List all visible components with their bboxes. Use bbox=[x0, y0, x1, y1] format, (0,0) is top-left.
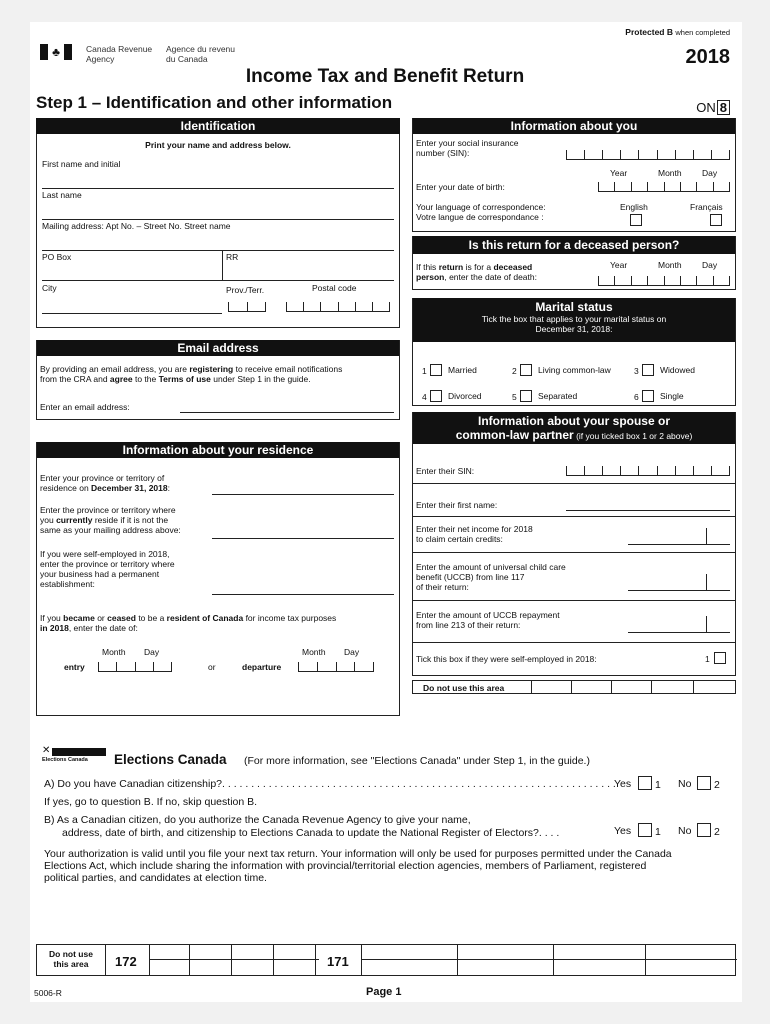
qa-no-num: 2 bbox=[714, 779, 720, 791]
divider bbox=[611, 681, 612, 693]
city-label: City bbox=[42, 283, 57, 293]
marital-option-checkbox[interactable] bbox=[430, 390, 442, 402]
po-box-label: PO Box bbox=[42, 252, 72, 262]
language-label: Your language of correspondence: Votre langue de correspondance : bbox=[416, 202, 546, 222]
qb-yes-num: 1 bbox=[655, 826, 661, 838]
death-day-label: Day bbox=[702, 260, 718, 270]
protected-b-label: Protected B when completed bbox=[625, 27, 730, 37]
elections-note: (For more information, see "Elections Canada" under Step 1, in the guide.) bbox=[244, 755, 590, 767]
uccb-repayment-input[interactable] bbox=[628, 632, 730, 633]
prov-label: Prov./Terr. bbox=[226, 285, 265, 295]
marital-option-num: 4 bbox=[422, 392, 427, 402]
death-year-label: Year bbox=[610, 260, 628, 270]
logo-text: Elections Canada bbox=[42, 757, 88, 763]
dob-year-label: Year bbox=[610, 168, 628, 178]
qa-yes-num: 1 bbox=[655, 779, 661, 791]
divider bbox=[457, 945, 458, 975]
last-name-label: Last name bbox=[42, 190, 82, 200]
uccb-repayment-label: Enter the amount of UCCB repayment from line 213 of their return: bbox=[416, 610, 560, 630]
francais-label: Français bbox=[690, 202, 723, 212]
form-id: 5006-R bbox=[34, 988, 62, 998]
divider bbox=[531, 681, 532, 693]
marital-option-checkbox[interactable] bbox=[430, 364, 442, 376]
spouse-first-name-input[interactable] bbox=[566, 510, 730, 511]
qb-no-num: 2 bbox=[714, 826, 720, 838]
death-date-field[interactable] bbox=[598, 276, 730, 286]
mailing-address-field[interactable] bbox=[42, 250, 394, 251]
first-name-label: First name and initial bbox=[42, 159, 121, 169]
dob-field[interactable] bbox=[598, 182, 730, 192]
spouse-first-name-label: Enter their first name: bbox=[416, 500, 498, 510]
step-title: Step 1 – Identification and other information bbox=[36, 93, 393, 112]
divider bbox=[571, 681, 572, 693]
elections-title: Elections Canada bbox=[114, 752, 227, 767]
city-field[interactable] bbox=[42, 313, 222, 314]
rr-label: RR bbox=[226, 252, 239, 262]
death-month-label: Month bbox=[658, 260, 682, 270]
divider bbox=[706, 528, 707, 544]
residence-q1: Enter your province or territory of residence on December 31, 2018: bbox=[40, 473, 170, 493]
marital-option-label: Living common-law bbox=[538, 365, 611, 375]
page-number: Page 1 bbox=[366, 986, 402, 998]
divider bbox=[412, 552, 736, 553]
residence-province-input[interactable] bbox=[212, 494, 394, 495]
identification-instruction: Print your name and address below. bbox=[145, 140, 291, 150]
departure-day-label: Day bbox=[344, 647, 360, 657]
question-a: A) Do you have Canadian citizenship?. . . . . . . . . . . . . . . . . . . . . . . . . . . . . . . . . . . . . . . . . . . . . . . . . . . . . . . . . . . . . . . . . . . . bbox=[44, 778, 616, 790]
business-province-input[interactable] bbox=[212, 594, 394, 595]
marital-option-num: 3 bbox=[634, 366, 639, 376]
question-b-line2: address, date of birth, and citizenship to Elections Canada to update the National Register of Electors?. . . . bbox=[62, 827, 560, 839]
entry-date-field[interactable] bbox=[98, 662, 172, 672]
elections-canada-logo bbox=[42, 746, 106, 764]
spouse-sin-label: Enter their SIN: bbox=[416, 466, 475, 476]
marital-option-checkbox[interactable] bbox=[642, 390, 654, 402]
tax-form-page bbox=[30, 22, 742, 1002]
divider bbox=[412, 642, 736, 643]
code-172: 172 bbox=[115, 954, 137, 969]
divider bbox=[412, 600, 736, 601]
po-box-rr-field[interactable] bbox=[42, 280, 394, 281]
agency-name-fr: Agence du revenu du Canada bbox=[166, 44, 235, 64]
question-b-line1: B) As a Canadian citizen, do you authorize the Canada Revenue Agency to give your name, bbox=[44, 814, 471, 826]
authorization-text: Your authorization is valid until you file your next tax return. Your information will only be used for purposes permitted under the Canada Elections Act, which include sharing the information with provincial/territorial election agencies, members of Parliament, registered political parties, and candidates at election time. bbox=[44, 848, 672, 884]
divider bbox=[149, 959, 319, 960]
marital-option-num: 2 bbox=[512, 366, 517, 376]
self-employed-num: 1 bbox=[705, 654, 710, 664]
province-code: ON 8 bbox=[696, 100, 730, 115]
entry-month-label: Month bbox=[102, 647, 126, 657]
code-171: 171 bbox=[327, 954, 349, 969]
spouse-net-income-label: Enter their net income for 2018 to claim certain credits: bbox=[416, 524, 533, 544]
current-province-input[interactable] bbox=[212, 538, 394, 539]
do-not-use-label: Do not use this area bbox=[423, 683, 505, 693]
email-label: Enter an email address: bbox=[40, 402, 130, 412]
uccb-label: Enter the amount of universal child care benefit (UCCB) from line 117 of their return: bbox=[416, 562, 566, 592]
divider bbox=[706, 574, 707, 590]
identification-heading: Identification bbox=[36, 118, 400, 134]
residence-q4: If you became or ceased to be a resident of Canada for income tax purposes in 2018, enter the date of: bbox=[40, 613, 337, 633]
marital-heading: Marital status bbox=[535, 300, 613, 314]
sin-label: Enter your social insurance number (SIN): bbox=[416, 138, 519, 158]
qa-yes-label: Yes bbox=[614, 778, 632, 790]
qb-yes-checkbox[interactable] bbox=[638, 823, 652, 837]
form-year: 2018 bbox=[685, 46, 730, 68]
qa-no-checkbox[interactable] bbox=[697, 776, 711, 790]
marital-option-num: 6 bbox=[634, 392, 639, 402]
divider bbox=[231, 945, 232, 975]
postal-code-label: Postal code bbox=[312, 283, 357, 293]
email-notice: By providing an email address, you are registering to receive email notifications from the CRA and agree to the Terms of use under Step 1 in the guide. bbox=[40, 364, 343, 384]
marital-subtitle: Tick the box that applies to your marital status on December 31, 2018: bbox=[481, 314, 667, 334]
spouse-heading: Information about your spouse or bbox=[477, 414, 670, 428]
last-name-field[interactable] bbox=[42, 219, 394, 220]
marital-option-label: Divorced bbox=[448, 391, 482, 401]
francais-checkbox[interactable] bbox=[710, 214, 722, 226]
divider bbox=[149, 945, 150, 975]
entry-label: entry bbox=[64, 662, 85, 672]
marital-section bbox=[412, 298, 736, 406]
do-not-use-area bbox=[412, 680, 736, 694]
deceased-heading: Is this return for a deceased person? bbox=[412, 236, 736, 254]
self-employed-label: Tick this box if they were self-employed in 2018: bbox=[416, 654, 597, 664]
spouse-sin-field[interactable] bbox=[566, 466, 730, 476]
footer-do-not-use-strip bbox=[36, 944, 736, 976]
divider bbox=[222, 250, 223, 280]
divider bbox=[553, 945, 554, 975]
divider bbox=[412, 516, 736, 517]
divider bbox=[412, 483, 736, 484]
about-you-heading: Information about you bbox=[412, 118, 736, 134]
qa-yes-checkbox[interactable] bbox=[638, 776, 652, 790]
mailing-address-label: Mailing address: Apt No. – Street No. Street name bbox=[42, 221, 231, 231]
qb-no-checkbox[interactable] bbox=[697, 823, 711, 837]
ballot-icon: ✕ bbox=[42, 745, 51, 756]
residence-q2: Enter the province or territory where you currently reside if it is not the same as your mailing address above: bbox=[40, 505, 181, 535]
marital-option-num: 5 bbox=[512, 392, 517, 402]
divider bbox=[105, 945, 106, 975]
residence-q3: If you were self-employed in 2018, enter the province or territory where your business had a permanent establishment: bbox=[40, 549, 175, 589]
form-title: Income Tax and Benefit Return bbox=[245, 66, 525, 87]
email-input[interactable] bbox=[180, 412, 394, 413]
english-label: English bbox=[620, 202, 648, 212]
residence-heading: Information about your residence bbox=[36, 442, 400, 458]
marital-option-num: 1 bbox=[422, 366, 427, 376]
marital-option-label: Widowed bbox=[660, 365, 695, 375]
spouse-net-income-input[interactable] bbox=[628, 544, 730, 545]
qa-no-label: No bbox=[678, 778, 692, 790]
deceased-label: If this return is for a deceased person, enter the date of death: bbox=[416, 262, 537, 282]
postal-code-field[interactable] bbox=[286, 302, 390, 312]
divider bbox=[189, 945, 190, 975]
self-employed-checkbox[interactable] bbox=[714, 652, 726, 664]
footer-do-not-use-label: Do not use this area bbox=[49, 949, 93, 969]
marital-option-label: Single bbox=[660, 391, 684, 401]
spouse-heading-2: common-law partner (if you ticked box 1 or 2 above) bbox=[455, 428, 693, 442]
divider bbox=[651, 681, 652, 693]
divider bbox=[315, 945, 316, 975]
marital-option-checkbox[interactable] bbox=[520, 364, 532, 376]
canada-flag-icon: ♣ bbox=[40, 44, 72, 60]
first-name-field[interactable] bbox=[42, 188, 394, 189]
email-heading: Email address bbox=[36, 340, 400, 356]
departure-month-label: Month bbox=[302, 647, 326, 657]
marital-option-label: Married bbox=[448, 365, 477, 375]
or-label: or bbox=[208, 662, 216, 672]
dob-month-label: Month bbox=[658, 168, 682, 178]
english-checkbox[interactable] bbox=[630, 214, 642, 226]
marital-option-label: Separated bbox=[538, 391, 578, 401]
qb-yes-label: Yes bbox=[614, 825, 632, 837]
dob-day-label: Day bbox=[702, 168, 718, 178]
divider bbox=[706, 616, 707, 632]
divider bbox=[361, 959, 737, 960]
uccb-input[interactable] bbox=[628, 590, 730, 591]
question-a-note: If yes, go to question B. If no, skip question B. bbox=[44, 796, 258, 808]
divider bbox=[693, 681, 694, 693]
divider bbox=[645, 945, 646, 975]
departure-date-field[interactable] bbox=[298, 662, 374, 672]
marital-option-checkbox[interactable] bbox=[520, 390, 532, 402]
departure-label: departure bbox=[242, 662, 282, 672]
divider bbox=[361, 945, 362, 975]
marital-option-checkbox[interactable] bbox=[642, 364, 654, 376]
divider bbox=[273, 945, 274, 975]
entry-day-label: Day bbox=[144, 647, 160, 657]
qb-no-label: No bbox=[678, 825, 692, 837]
prov-field[interactable] bbox=[228, 302, 266, 312]
dob-label: Enter your date of birth: bbox=[416, 182, 505, 192]
agency-name-en: Canada Revenue Agency bbox=[86, 44, 153, 64]
sin-field[interactable] bbox=[566, 150, 730, 160]
